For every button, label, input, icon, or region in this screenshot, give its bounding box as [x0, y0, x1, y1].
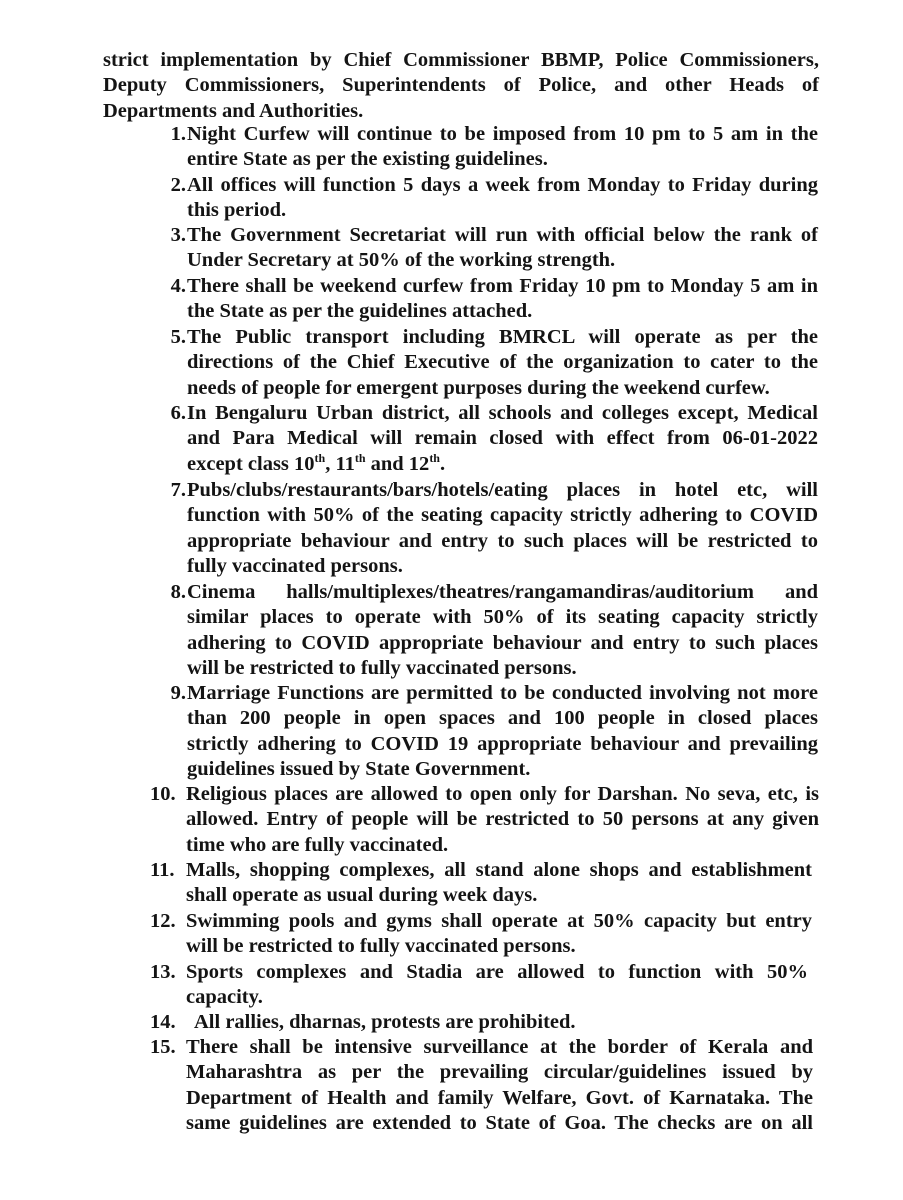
item-line: Under Secretary at 50% of the working strength. [187, 249, 616, 272]
item-line: There shall be weekend curfew from Friday 10 pm to Monday 5 am in [187, 275, 818, 297]
list-item [150, 173, 820, 224]
list-item [150, 122, 820, 173]
item-line: Department of Health and family Welfare, Govt. of Karnataka. The [186, 1086, 813, 1109]
item-line: The Public transport including BMRCL will operate as per the [187, 326, 818, 348]
item-line: appropriate behaviour and entry to such places will be restricted to [187, 529, 818, 552]
item-line: All offices will function 5 days a week from Monday to Friday during [187, 174, 818, 196]
item-line: guidelines issued by State Government. [187, 757, 531, 780]
item-number: 3. [170, 224, 186, 246]
item-line: Religious places are allowed to open only for Darshan. No seva, etc, is [186, 783, 819, 805]
item-line: Swimming pools and gyms shall operate at 50% capacity but entry [186, 910, 812, 932]
item-line: except class 10th, 11th and 12th. [187, 450, 446, 475]
item-line: Maharashtra as per the prevailing circular/guidelines issued by [186, 1061, 813, 1084]
item-number: 11. [150, 859, 175, 881]
item-number: 12. [150, 910, 176, 932]
item-number: 5. [170, 326, 186, 348]
item-number: 9. [170, 682, 186, 704]
list-item [150, 909, 820, 960]
item-line: the State as per the guidelines attached. [187, 300, 533, 323]
item-line: and Para Medical will remain closed with effect from 06-01-2022 [187, 427, 818, 450]
list-item [150, 401, 820, 477]
item-line: capacity. [186, 986, 263, 1009]
item-line: Marriage Functions are permitted to be conducted involving not more [187, 682, 818, 704]
list-item [150, 223, 820, 274]
item-number: 13. [150, 961, 176, 983]
item-line: fully vaccinated persons. [187, 554, 403, 577]
item-line: Malls, shopping complexes, all stand alone shops and establishment [186, 859, 812, 881]
list-item [150, 681, 820, 782]
item-line: In Bengaluru Urban district, all schools and colleges except, Medical [187, 402, 818, 424]
item-number: 14. [150, 1011, 176, 1033]
item-number: 6. [170, 402, 186, 424]
list-item [150, 1010, 820, 1035]
item-line: Pubs/clubs/restaurants/bars/hotels/eating places in hotel etc, will [187, 479, 818, 501]
item-line: will be restricted to fully vaccinated persons. [186, 935, 576, 958]
item-number: 7. [170, 479, 186, 501]
item-number: 15. [150, 1036, 176, 1058]
item-line: Night Curfew will continue to be imposed from 10 pm to 5 am in the [187, 123, 818, 145]
intro-line: Deputy Commissioners, Superintendents of Police, and other Heads of [103, 74, 819, 97]
item-line: this period. [187, 199, 287, 222]
list-item [150, 1035, 820, 1136]
list-item [150, 782, 820, 858]
item-line: allowed. Entry of people will be restricted to 50 persons at any given [186, 808, 819, 831]
list-item [150, 325, 820, 401]
intro-line: Departments and Authorities. [103, 99, 364, 122]
item-line: same guidelines are extended to State of Goa. The checks are on all [186, 1111, 813, 1134]
item-line: needs of people for emergent purposes during the weekend curfew. [187, 376, 770, 399]
item-number: 8. [170, 581, 186, 603]
list-item [150, 580, 820, 681]
item-line: shall operate as usual during week days. [186, 884, 538, 907]
item-line: strictly adhering to COVID 19 appropriate behaviour and prevailing [187, 732, 818, 755]
item-line: Sports complexes and Stadia are allowed to function with 50% [186, 961, 808, 983]
item-line: will be restricted to fully vaccinated persons. [187, 656, 577, 679]
intro-paragraph [103, 48, 819, 124]
item-line: The Government Secretariat will run with official below the rank of [187, 224, 818, 246]
item-line: adhering to COVID appropriate behaviour and entry to such places [187, 631, 818, 654]
intro-line: strict implementation by Chief Commissioner BBMP, Police Commissioners, [103, 49, 819, 71]
item-line: directions of the Chief Executive of the organization to cater to the [187, 351, 818, 374]
item-line: similar places to operate with 50% of its seating capacity strictly [187, 606, 818, 629]
item-line: time who are fully vaccinated. [186, 833, 449, 856]
list-item [150, 960, 820, 1011]
item-number: 4. [170, 275, 186, 297]
item-line: Cinema halls/multiplexes/theatres/rangamandiras/auditorium and [187, 581, 818, 603]
item-number: 10. [150, 783, 176, 805]
list-item [150, 274, 820, 325]
list-item [150, 858, 820, 909]
item-number: 1. [170, 123, 186, 145]
item-line: All rallies, dharnas, protests are prohibited. [194, 1011, 576, 1033]
item-line: There shall be intensive surveillance at the border of Kerala and [186, 1036, 813, 1058]
item-line: than 200 people in open spaces and 100 people in closed places [187, 707, 818, 730]
item-line: function with 50% of the seating capacity strictly adhering to COVID [187, 504, 818, 527]
list-item [150, 478, 820, 579]
item-number: 2. [170, 174, 186, 196]
item-line: entire State as per the existing guidelines. [187, 148, 548, 171]
